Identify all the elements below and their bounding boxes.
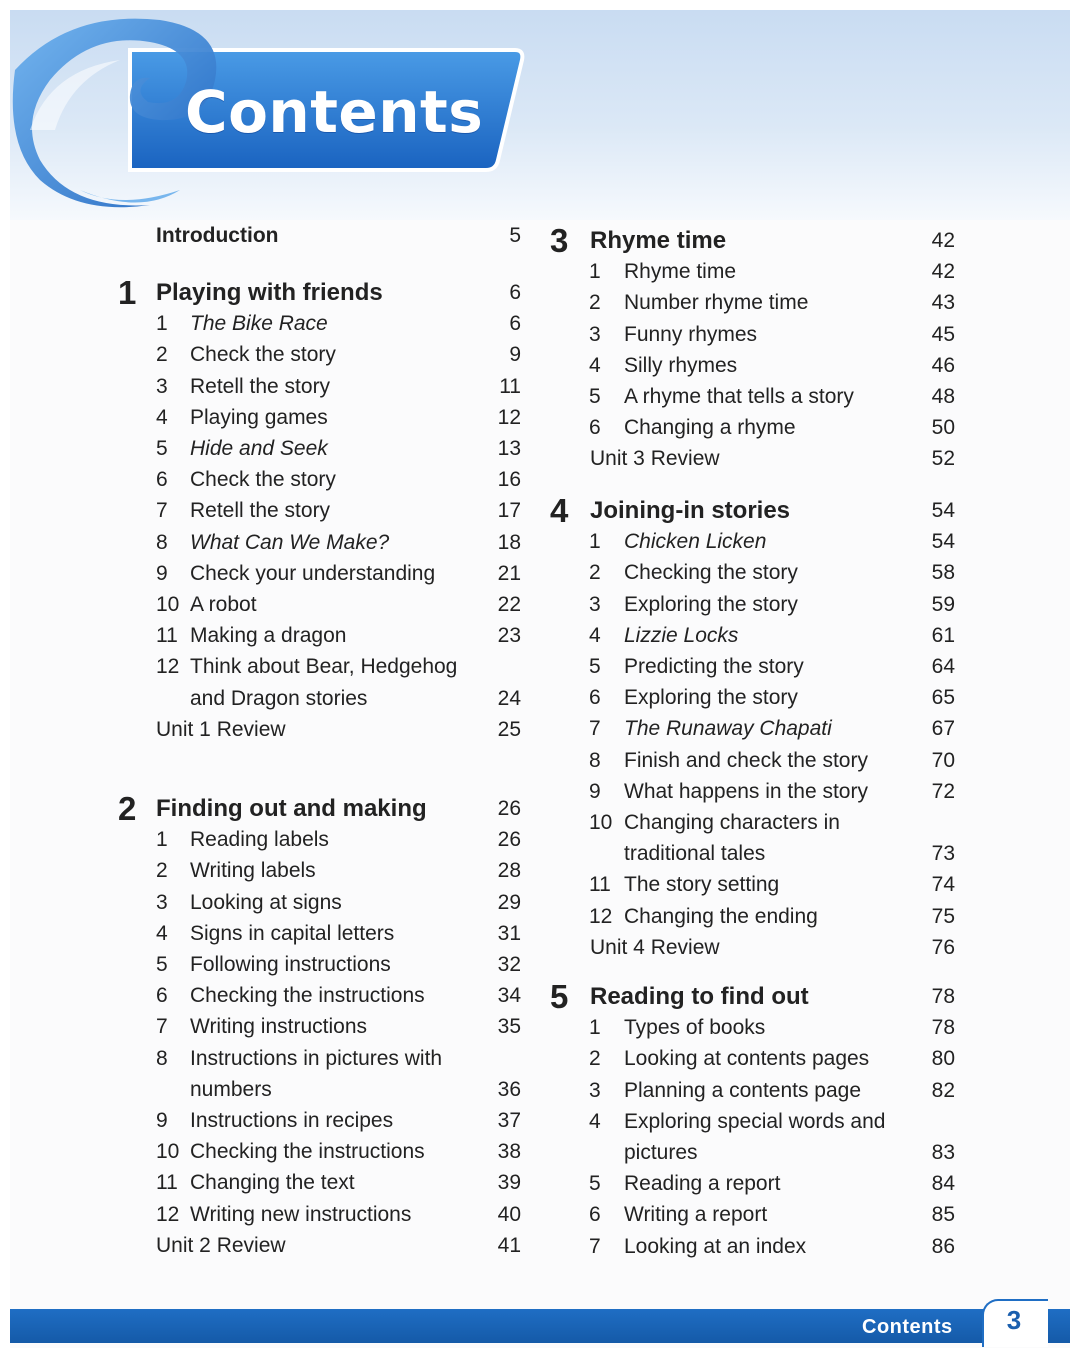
toc-item-row[interactable] bbox=[0, 288, 1000, 318]
toc-item-page: 74 bbox=[931, 873, 955, 897]
toc-item-row[interactable] bbox=[0, 558, 1000, 588]
toc-item-row[interactable] bbox=[0, 1013, 1000, 1043]
toc-item-page: 67 bbox=[931, 717, 955, 741]
toc-item-page: 26 bbox=[497, 828, 521, 852]
toc-item-row[interactable] bbox=[0, 746, 1000, 776]
header-banner bbox=[10, 10, 1070, 220]
unit-heading-row[interactable] bbox=[0, 492, 1000, 529]
toc-item-page: 82 bbox=[931, 1078, 955, 1102]
toc-item-row[interactable] bbox=[0, 413, 1000, 443]
toc-item-row[interactable] bbox=[0, 808, 1000, 838]
toc-item-page: 21 bbox=[497, 561, 521, 585]
toc-item-page: 48 bbox=[931, 385, 955, 408]
toc-intro-page: 5 bbox=[509, 224, 521, 247]
toc-item-page: 6 bbox=[509, 312, 521, 336]
toc-item-number: 5 bbox=[589, 655, 601, 678]
toc-item-title: Writing labels bbox=[190, 859, 316, 883]
toc-item-page: 84 bbox=[931, 1172, 955, 1196]
toc-item-title: Checking the instructions bbox=[190, 1140, 425, 1164]
toc-item-title: Exploring the story bbox=[624, 686, 798, 710]
toc-item-number: 12 bbox=[156, 655, 180, 679]
toc-item-page: 34 bbox=[497, 984, 521, 1008]
unit-review-label: Unit 3 Review bbox=[590, 447, 720, 471]
page-title: Contents bbox=[185, 78, 484, 146]
toc-item-title: Retell the story bbox=[190, 499, 331, 523]
toc-item-number: 3 bbox=[589, 592, 601, 616]
toc-item-number: 10 bbox=[589, 811, 613, 834]
toc-item-page: 40 bbox=[497, 1202, 521, 1226]
toc-item-row[interactable] bbox=[0, 1044, 1000, 1074]
toc-item-title: Changing characters in bbox=[624, 811, 840, 834]
toc-item-row[interactable] bbox=[0, 777, 1000, 807]
toc-item-title: Checking the story bbox=[624, 561, 798, 585]
toc-item-title-continued: traditional tales bbox=[624, 842, 766, 866]
toc-item-title: Changing the text bbox=[190, 1171, 355, 1195]
toc-item-page: 11 bbox=[499, 374, 521, 398]
unit-page: 6 bbox=[509, 281, 521, 304]
toc-item-row[interactable] bbox=[0, 351, 1000, 381]
toc-item-number: 5 bbox=[156, 437, 168, 460]
toc-item-number: 9 bbox=[589, 779, 601, 803]
toc-item-title: Check the story bbox=[190, 343, 336, 367]
toc-item-title: Playing games bbox=[190, 405, 328, 429]
toc-item-page: 72 bbox=[931, 779, 955, 803]
unit-page: 78 bbox=[931, 985, 955, 1008]
toc-item-title: Check the story bbox=[190, 468, 336, 492]
toc-item-number: 10 bbox=[156, 1140, 180, 1164]
toc-item-title: Hide and Seek bbox=[190, 437, 328, 460]
unit-heading-row[interactable] bbox=[0, 222, 1000, 259]
toc-item-number: 2 bbox=[589, 561, 601, 585]
toc-item-title-continued: numbers bbox=[190, 1077, 272, 1101]
toc-item-number: 6 bbox=[156, 984, 168, 1008]
toc-item-number: 5 bbox=[156, 953, 168, 976]
toc-item-number: 11 bbox=[589, 873, 611, 897]
toc-item-page: 37 bbox=[497, 1109, 521, 1132]
toc-item-page: 9 bbox=[509, 343, 521, 367]
toc-item-title: Looking at contents pages bbox=[624, 1047, 870, 1071]
unit-review-label: Unit 4 Review bbox=[590, 935, 720, 959]
toc-item-title: What happens in the story bbox=[624, 779, 868, 803]
toc-item-row[interactable] bbox=[0, 320, 1000, 350]
toc-item-title: Retell the story bbox=[190, 374, 331, 398]
toc-item-number: 11 bbox=[156, 1171, 178, 1195]
toc-item-title: Check your understanding bbox=[190, 561, 436, 585]
toc-item-title: Making a dragon bbox=[190, 624, 347, 648]
toc-item-number: 5 bbox=[589, 385, 601, 408]
toc-item-number: 8 bbox=[156, 530, 168, 554]
toc-item-number: 3 bbox=[589, 1078, 601, 1102]
toc-item-title: Types of books bbox=[624, 1016, 766, 1040]
unit-number: 5 bbox=[550, 978, 569, 1015]
toc-item-title: Number rhyme time bbox=[624, 291, 809, 315]
toc-item-number: 1 bbox=[589, 530, 601, 554]
toc-item-page: 29 bbox=[497, 890, 521, 914]
toc-item-row[interactable] bbox=[0, 621, 1000, 651]
unit-number: 1 bbox=[118, 274, 137, 311]
toc-item-title: Writing new instructions bbox=[190, 1202, 412, 1226]
toc-item-page: 12 bbox=[497, 405, 521, 429]
toc-item-page: 17 bbox=[497, 499, 521, 523]
toc-item-title: Predicting the story bbox=[624, 655, 804, 678]
toc-item-page: 24 bbox=[497, 686, 521, 710]
unit-page: 54 bbox=[931, 499, 955, 522]
toc-item-number: 9 bbox=[156, 561, 168, 585]
toc-item-row[interactable] bbox=[0, 1169, 1000, 1199]
toc-item-number: 7 bbox=[156, 499, 168, 523]
toc-item-number: 2 bbox=[156, 859, 168, 883]
toc-item-number: 3 bbox=[156, 890, 168, 914]
unit-page: 42 bbox=[931, 229, 955, 252]
toc-item-title: Looking at signs bbox=[190, 890, 342, 914]
toc-item-title: Instructions in recipes bbox=[190, 1109, 394, 1132]
toc-item-number: 2 bbox=[589, 1047, 601, 1071]
toc-item-title: Planning a contents page bbox=[624, 1078, 862, 1102]
unit-heading-row[interactable] bbox=[0, 978, 1000, 1015]
toc-item-row[interactable] bbox=[0, 527, 1000, 557]
unit-number: 3 bbox=[550, 222, 569, 259]
unit-review-row[interactable] bbox=[0, 933, 1000, 963]
unit-title: Playing with friends bbox=[156, 279, 383, 306]
toc-item-page: 18 bbox=[497, 530, 521, 554]
toc-item-number: 4 bbox=[156, 921, 168, 945]
toc-item-page: 73 bbox=[931, 842, 955, 866]
unit-title: Finding out and making bbox=[156, 795, 427, 822]
toc-item-title: Think about Bear, Hedgehog bbox=[190, 655, 458, 679]
toc-item-page: 86 bbox=[931, 1234, 955, 1258]
toc-item-page: 13 bbox=[497, 437, 521, 460]
toc-item-row-continued[interactable] bbox=[0, 839, 1000, 869]
unit-page: 26 bbox=[497, 797, 521, 820]
toc-item-number: 7 bbox=[589, 1234, 601, 1258]
toc-item-page: 45 bbox=[931, 322, 955, 346]
toc-item-number: 7 bbox=[589, 717, 601, 741]
toc-item-page: 22 bbox=[497, 593, 521, 616]
toc-item-number: 1 bbox=[156, 828, 168, 852]
toc-item-number: 6 bbox=[589, 416, 601, 440]
unit-review-label: Unit 2 Review bbox=[156, 1233, 286, 1257]
toc-item-page: 43 bbox=[931, 291, 955, 315]
toc-item-page: 23 bbox=[497, 624, 521, 648]
toc-item-row[interactable] bbox=[0, 1200, 1000, 1230]
toc-item-number: 11 bbox=[156, 624, 178, 648]
toc-item-number: 8 bbox=[156, 1046, 168, 1070]
toc-item-page: 35 bbox=[497, 1015, 521, 1039]
toc-item-title: Finish and check the story bbox=[624, 748, 868, 772]
toc-item-row[interactable] bbox=[0, 683, 1000, 713]
toc-item-row[interactable] bbox=[0, 870, 1000, 900]
toc-item-title: Writing instructions bbox=[190, 1015, 368, 1039]
unit-title: Rhyme time bbox=[590, 227, 727, 254]
toc-item-number: 6 bbox=[589, 1203, 601, 1227]
toc-item-title: Changing the ending bbox=[624, 904, 818, 928]
page-number: 3 bbox=[1006, 1305, 1022, 1335]
toc-item-number: 1 bbox=[589, 260, 601, 284]
toc-item-title: Rhyme time bbox=[624, 260, 737, 284]
toc-item-number: 10 bbox=[156, 593, 180, 616]
toc-item-number: 4 bbox=[156, 405, 168, 429]
toc-item-page: 42 bbox=[931, 260, 955, 284]
toc-item-row[interactable] bbox=[0, 590, 1000, 620]
toc-item-page: 39 bbox=[497, 1171, 521, 1195]
toc-item-title: Looking at an index bbox=[624, 1234, 807, 1258]
toc-item-title: Writing a report bbox=[624, 1203, 768, 1227]
toc-item-number: 3 bbox=[156, 374, 168, 398]
toc-item-number: 1 bbox=[156, 312, 168, 336]
footer-label: Contents bbox=[862, 1316, 953, 1338]
toc-item-title: Lizzie Locks bbox=[624, 623, 739, 647]
toc-item-row[interactable] bbox=[0, 382, 1000, 412]
swirl-logo-icon bbox=[10, 10, 1070, 220]
toc-item-row[interactable] bbox=[0, 1076, 1000, 1106]
toc-item-title: Following instructions bbox=[190, 953, 391, 976]
toc-item-page: 38 bbox=[497, 1140, 521, 1164]
toc-item-page: 50 bbox=[931, 416, 955, 440]
toc-item-number: 8 bbox=[589, 748, 601, 772]
toc-item-number: 6 bbox=[156, 468, 168, 492]
toc-item-page: 46 bbox=[931, 353, 955, 377]
toc-item-page: 65 bbox=[931, 686, 955, 710]
toc-item-page: 75 bbox=[931, 904, 955, 928]
toc-item-page: 58 bbox=[931, 561, 955, 585]
unit-title: Joining-in stories bbox=[590, 497, 791, 524]
toc-item-number: 6 bbox=[589, 686, 601, 710]
toc-item-page: 70 bbox=[931, 748, 955, 772]
toc-item-title: Reading labels bbox=[190, 828, 329, 852]
unit-review-label: Unit 1 Review bbox=[156, 717, 286, 741]
unit-title: Reading to find out bbox=[590, 983, 809, 1010]
toc-item-title: Exploring the story bbox=[624, 592, 798, 616]
toc-item-title: Silly rhymes bbox=[624, 353, 738, 377]
unit-review-page: 25 bbox=[497, 717, 521, 741]
toc-item-page: 59 bbox=[931, 592, 955, 616]
unit-review-page: 41 bbox=[497, 1233, 521, 1257]
toc-item-number: 2 bbox=[589, 291, 601, 315]
toc-item-page: 31 bbox=[497, 921, 521, 945]
toc-item-title: A rhyme that tells a story bbox=[624, 385, 854, 408]
toc-item-page: 28 bbox=[497, 859, 521, 883]
toc-item-number: 3 bbox=[589, 322, 601, 346]
toc-item-page: 16 bbox=[497, 468, 521, 492]
toc-item-page: 85 bbox=[931, 1203, 955, 1227]
toc-item-row[interactable] bbox=[0, 257, 1000, 287]
toc-item-title: Exploring special words and bbox=[624, 1109, 886, 1133]
toc-item-row[interactable] bbox=[0, 1107, 1000, 1137]
toc-item-page: 78 bbox=[931, 1016, 955, 1040]
toc-item-page: 36 bbox=[497, 1077, 521, 1101]
toc-item-title: Changing a rhyme bbox=[624, 416, 796, 440]
toc-item-title: A robot bbox=[190, 593, 257, 616]
toc-item-page: 64 bbox=[931, 655, 955, 678]
toc-item-title: Reading a report bbox=[624, 1172, 781, 1196]
toc-item-number: 4 bbox=[589, 1109, 601, 1133]
toc-item-page: 54 bbox=[931, 530, 955, 554]
toc-item-title: Funny rhymes bbox=[624, 322, 758, 346]
toc-item-title: Checking the instructions bbox=[190, 984, 425, 1008]
toc-item-page: 32 bbox=[497, 953, 521, 976]
toc-item-page: 80 bbox=[931, 1047, 955, 1071]
toc-item-number: 12 bbox=[589, 904, 613, 928]
toc-item-row[interactable] bbox=[0, 652, 1000, 682]
toc-item-number: 5 bbox=[589, 1172, 601, 1196]
toc-item-title-continued: pictures bbox=[624, 1141, 698, 1164]
toc-item-title: The Runaway Chapati bbox=[624, 717, 832, 741]
toc-item-number: 12 bbox=[156, 1202, 180, 1226]
unit-number: 4 bbox=[550, 492, 569, 529]
toc-item-title: Instructions in pictures with bbox=[190, 1046, 443, 1070]
toc-item-number: 1 bbox=[589, 1016, 601, 1040]
toc-item-row[interactable] bbox=[0, 902, 1000, 932]
unit-review-page: 76 bbox=[931, 935, 955, 959]
toc-item-number: 4 bbox=[589, 623, 601, 647]
toc-item-number: 2 bbox=[156, 343, 168, 367]
unit-number: 2 bbox=[118, 790, 137, 827]
toc-item-title: The Bike Race bbox=[190, 312, 328, 336]
toc-item-number: 7 bbox=[156, 1015, 168, 1039]
toc-intro-label: Introduction bbox=[156, 224, 279, 247]
toc-item-title: Chicken Licken bbox=[624, 530, 767, 554]
toc-item-title: The story setting bbox=[624, 873, 780, 897]
toc-item-number: 4 bbox=[589, 353, 601, 377]
toc-item-title: Signs in capital letters bbox=[190, 921, 395, 945]
toc-item-page: 61 bbox=[931, 623, 955, 647]
toc-item-row[interactable] bbox=[0, 714, 1000, 744]
toc-item-row-continued[interactable] bbox=[0, 1138, 1000, 1168]
toc-item-title-continued: and Dragon stories bbox=[190, 686, 368, 710]
toc-item-page: 83 bbox=[931, 1141, 955, 1164]
toc-item-title: What Can We Make? bbox=[190, 530, 390, 554]
toc-item-row[interactable] bbox=[0, 1232, 1000, 1262]
unit-review-row[interactable] bbox=[0, 444, 1000, 474]
unit-review-page: 52 bbox=[931, 447, 955, 471]
toc-item-number: 9 bbox=[156, 1109, 168, 1132]
